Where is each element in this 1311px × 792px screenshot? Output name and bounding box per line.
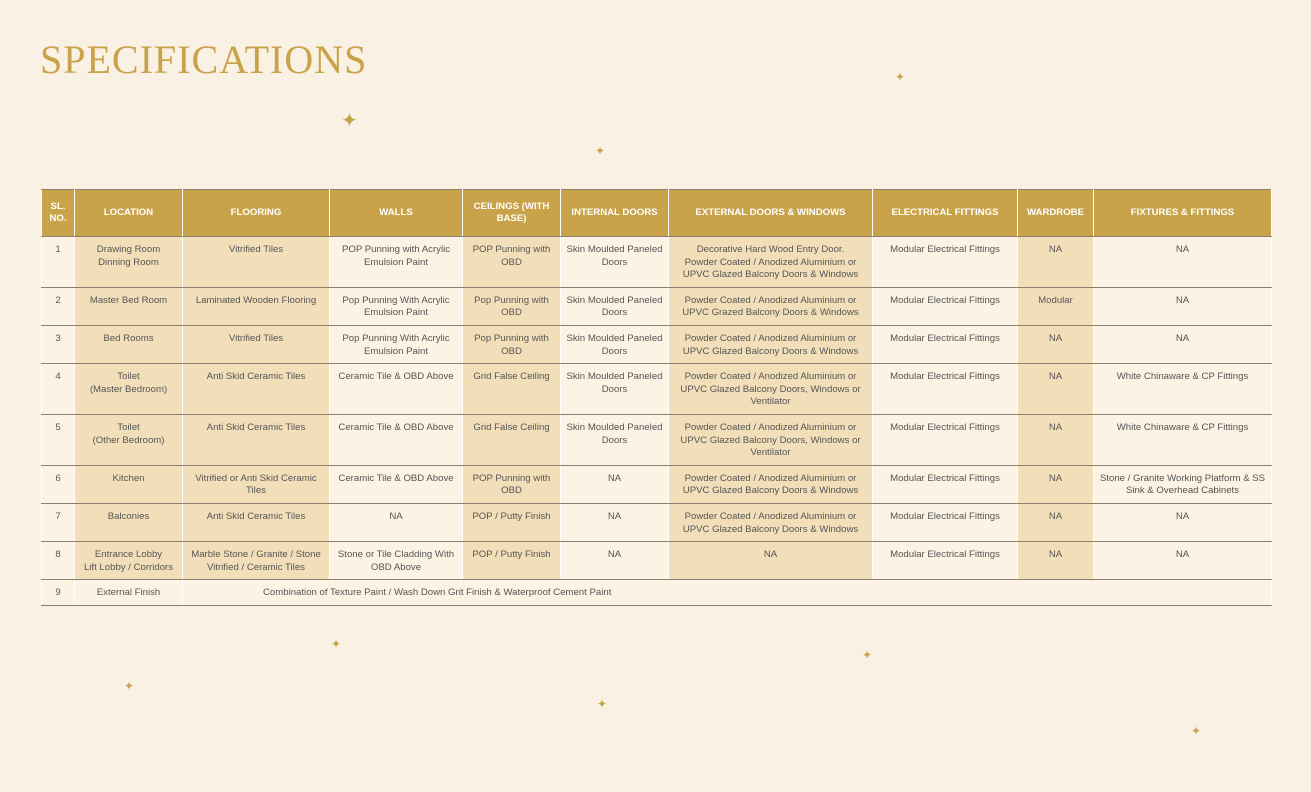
- cell-internal-doors: Skin Moulded Paneled Doors: [561, 364, 669, 415]
- column-header-walls: WALLS: [330, 190, 463, 237]
- column-header-location: LOCATION: [75, 190, 183, 237]
- cell-flooring: Laminated Wooden Flooring: [183, 287, 330, 325]
- sparkle-icon: ✦: [341, 108, 358, 132]
- cell-sl-no: 8: [42, 542, 75, 580]
- sparkle-icon: ✦: [331, 637, 342, 651]
- column-header-wardrobe: WARDROBE: [1018, 190, 1094, 237]
- column-header-electrical-fittings: ELECTRICAL FITTINGS: [873, 190, 1018, 237]
- cell-electrical-fittings: Modular Electrical Fittings: [873, 325, 1018, 363]
- cell-walls: POP Punning with Acrylic Emulsion Paint: [330, 237, 463, 288]
- cell-wardrobe: NA: [1018, 364, 1094, 415]
- cell-sl-no: 5: [42, 414, 75, 465]
- cell-location: Entrance Lobby Lift Lobby / Corridors: [75, 542, 183, 580]
- cell-walls: Stone or Tile Cladding With OBD Above: [330, 542, 463, 580]
- cell-wardrobe: NA: [1018, 325, 1094, 363]
- table-row: [42, 465, 1272, 503]
- cell-internal-doors: Skin Moulded Paneled Doors: [561, 414, 669, 465]
- cell-fixtures-fittings: Stone / Granite Working Platform & SS Sink & Overhead Cabinets: [1094, 465, 1272, 503]
- sparkle-icon: ✦: [595, 144, 606, 158]
- cell-ceilings: POP Punning with OBD: [463, 237, 561, 288]
- cell-location: Drawing Room Dinning Room: [75, 237, 183, 288]
- cell-location: Toilet (Other Bedroom): [75, 414, 183, 465]
- cell-sl-no: 4: [42, 364, 75, 415]
- cell-electrical-fittings: Modular Electrical Fittings: [873, 364, 1018, 415]
- cell-wardrobe: NA: [1018, 237, 1094, 288]
- cell-electrical-fittings: Modular Electrical Fittings: [873, 465, 1018, 503]
- column-header-external-doors-windows: EXTERNAL DOORS & WINDOWS: [669, 190, 873, 237]
- cell-internal-doors: NA: [561, 465, 669, 503]
- cell-ceilings: Grid False Ceiling: [463, 414, 561, 465]
- sparkle-icon: ✦: [597, 697, 608, 711]
- cell-walls: Ceramic Tile & OBD Above: [330, 465, 463, 503]
- cell-location: Balconies: [75, 503, 183, 541]
- cell-sl-no: 7: [42, 503, 75, 541]
- sparkle-icon: ✦: [862, 648, 873, 662]
- cell-wardrobe: NA: [1018, 542, 1094, 580]
- cell-walls: Ceramic Tile & OBD Above: [330, 414, 463, 465]
- column-header-sl-no: SL. NO.: [42, 190, 75, 237]
- cell-location: Toilet (Master Bedroom): [75, 364, 183, 415]
- cell-wardrobe: NA: [1018, 503, 1094, 541]
- column-header-fixtures-fittings: FIXTURES & FITTINGS: [1094, 190, 1272, 237]
- cell-internal-doors: Skin Moulded Paneled Doors: [561, 237, 669, 288]
- cell-ceilings: POP Punning with OBD: [463, 465, 561, 503]
- cell-electrical-fittings: Modular Electrical Fittings: [873, 503, 1018, 541]
- cell-internal-doors: NA: [561, 503, 669, 541]
- sparkle-icon: ✦: [1191, 724, 1202, 738]
- cell-internal-doors: NA: [561, 542, 669, 580]
- cell-walls: Pop Punning With Acrylic Emulsion Paint: [330, 287, 463, 325]
- column-header-flooring: FLOORING: [183, 190, 330, 237]
- cell-external-doors-windows: Powder Coated / Anodized Aluminium or UPVC Grazed Balcony Doors & Windows: [669, 287, 873, 325]
- cell-walls: NA: [330, 503, 463, 541]
- cell-wardrobe: NA: [1018, 465, 1094, 503]
- table-row: [42, 364, 1272, 415]
- table-row: [42, 580, 1272, 606]
- table-row: [42, 325, 1272, 363]
- cell-flooring: Vitrified Tiles: [183, 237, 330, 288]
- table-row: [42, 542, 1272, 580]
- cell-ceilings: POP / Putty Finish: [463, 542, 561, 580]
- cell-external-doors-windows: NA: [669, 542, 873, 580]
- cell-electrical-fittings: Modular Electrical Fittings: [873, 237, 1018, 288]
- cell-flooring: Anti Skid Ceramic Tiles: [183, 414, 330, 465]
- cell-walls: Ceramic Tile & OBD Above: [330, 364, 463, 415]
- cell-ceilings: POP / Putty Finish: [463, 503, 561, 541]
- page-title: SPECIFICATIONS: [40, 37, 368, 82]
- cell-electrical-fittings: Modular Electrical Fittings: [873, 542, 1018, 580]
- cell-sl-no: 2: [42, 287, 75, 325]
- cell-external-doors-windows: Powder Coated / Anodized Aluminium or UPVC Glazed Balcony Doors & Windows: [669, 465, 873, 503]
- cell-combined: Combination of Texture Paint / Wash Down Grit Finish & Waterproof Cement Paint: [183, 580, 1272, 606]
- cell-electrical-fittings: Modular Electrical Fittings: [873, 287, 1018, 325]
- table-row: [42, 414, 1272, 465]
- cell-flooring: Vitrified Tiles: [183, 325, 330, 363]
- cell-location: Master Bed Room: [75, 287, 183, 325]
- cell-internal-doors: Skin Moulded Paneled Doors: [561, 325, 669, 363]
- cell-external-doors-windows: Powder Coated / Anodized Aluminium or UPVC Glazed Balcony Doors & Windows: [669, 503, 873, 541]
- table-row: [42, 287, 1272, 325]
- cell-location: Bed Rooms: [75, 325, 183, 363]
- cell-fixtures-fittings: NA: [1094, 542, 1272, 580]
- cell-flooring: Marble Stone / Granite / Stone Vitrified / Ceramic Tiles: [183, 542, 330, 580]
- cell-fixtures-fittings: White Chinaware & CP Fittings: [1094, 364, 1272, 415]
- cell-ceilings: Pop Punning with OBD: [463, 287, 561, 325]
- column-header-internal-doors: INTERNAL DOORS: [561, 190, 669, 237]
- cell-walls: Pop Punning With Acrylic Emulsion Paint: [330, 325, 463, 363]
- cell-wardrobe: Modular: [1018, 287, 1094, 325]
- cell-ceilings: Pop Punning with OBD: [463, 325, 561, 363]
- cell-wardrobe: NA: [1018, 414, 1094, 465]
- column-header-ceilings: CEILINGS (WITH BASE): [463, 190, 561, 237]
- cell-fixtures-fittings: NA: [1094, 503, 1272, 541]
- cell-electrical-fittings: Modular Electrical Fittings: [873, 414, 1018, 465]
- specifications-table: [41, 189, 1272, 606]
- cell-flooring: Vitrified or Anti Skid Ceramic Tiles: [183, 465, 330, 503]
- cell-sl-no: 3: [42, 325, 75, 363]
- cell-fixtures-fittings: NA: [1094, 237, 1272, 288]
- table-row: [42, 503, 1272, 541]
- cell-sl-no: 6: [42, 465, 75, 503]
- cell-external-doors-windows: Powder Coated / Anodized Aluminium or UPVC Glazed Balcony Doors, Windows or Ventilator: [669, 364, 873, 415]
- cell-fixtures-fittings: NA: [1094, 325, 1272, 363]
- header-row: [42, 190, 1272, 237]
- cell-location: External Finish: [75, 580, 183, 606]
- cell-fixtures-fittings: NA: [1094, 287, 1272, 325]
- cell-flooring: Anti Skid Ceramic Tiles: [183, 364, 330, 415]
- cell-external-doors-windows: Powder Coated / Anodized Aluminium or UPVC Glazed Balcony Doors & Windows: [669, 325, 873, 363]
- cell-sl-no: 1: [42, 237, 75, 288]
- sparkle-icon: ✦: [124, 679, 135, 693]
- cell-external-doors-windows: Decorative Hard Wood Entry Door. Powder Coated / Anodized Aluminium or UPVC Glazed Balcony Doors & Windows: [669, 237, 873, 288]
- cell-location: Kitchen: [75, 465, 183, 503]
- cell-sl-no: 9: [42, 580, 75, 606]
- table-row: [42, 237, 1272, 288]
- cell-external-doors-windows: Powder Coated / Anodized Aluminium or UPVC Glazed Balcony Doors, Windows or Ventilator: [669, 414, 873, 465]
- cell-flooring: Anti Skid Ceramic Tiles: [183, 503, 330, 541]
- cell-ceilings: Grid False Ceiling: [463, 364, 561, 415]
- cell-fixtures-fittings: White Chinaware & CP Fittings: [1094, 414, 1272, 465]
- sparkle-icon: ✦: [895, 70, 906, 84]
- cell-internal-doors: Skin Moulded Paneled Doors: [561, 287, 669, 325]
